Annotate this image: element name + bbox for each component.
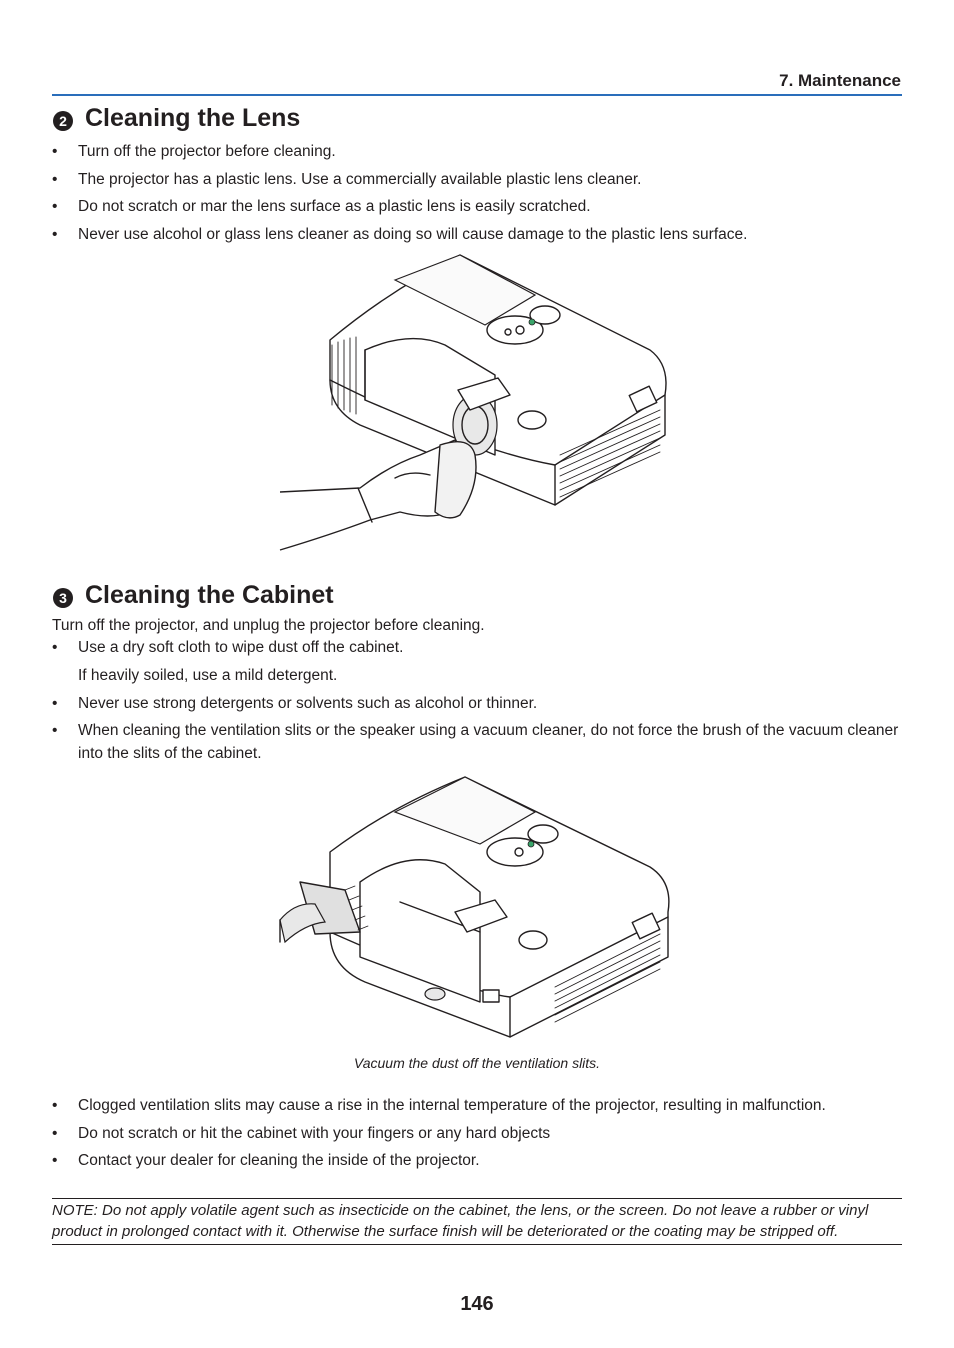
illustration-caption: Vacuum the dust off the ventilation slits. bbox=[353, 1055, 601, 1071]
step-number-badge: 3 bbox=[53, 588, 73, 608]
cabinet-bullet-list-2 bbox=[52, 1094, 904, 1177]
note-text: NOTE: Do not apply volatile agent such as insecticide on the cabinet, the lens, or the screen. Do not leave a rubber or vinyl product in prolonged contact with it. Otherwise the surface finish will be deteriorated or the coating may be stripped off. bbox=[52, 1202, 869, 1240]
vacuum-cleaning-illustration bbox=[275, 772, 695, 1042]
cabinet-heading-title: Cleaning the Cabinet bbox=[85, 581, 334, 609]
header-rule bbox=[52, 94, 902, 96]
list-item: • When cleaning the ventilation slits or the speaker using a vacuum cleaner, do not force the brush of the vacuum cleaner into the slits of the cabinet. bbox=[52, 719, 904, 765]
note-rule-bottom bbox=[52, 1244, 902, 1245]
note-rule-top bbox=[52, 1198, 902, 1199]
list-item: • Clogged ventilation slits may cause a rise in the internal temperature of the projector, resulting in malfunction. bbox=[52, 1094, 904, 1117]
list-item: • The projector has a plastic lens. Use a commercially available plastic lens cleaner. bbox=[52, 168, 904, 191]
list-item bbox=[52, 636, 904, 687]
cabinet-bullet-list bbox=[52, 636, 904, 770]
page-number: 146 bbox=[460, 1293, 494, 1315]
list-item: • Do not scratch or hit the cabinet with your fingers or any hard objects bbox=[52, 1122, 904, 1145]
list-item: • Contact your dealer for cleaning the inside of the projector. bbox=[52, 1149, 904, 1172]
list-item-text: Use a dry soft cloth to wipe dust off the cabinet. bbox=[78, 639, 404, 656]
step-number-badge: 2 bbox=[53, 111, 73, 131]
list-item: • Never use alcohol or glass lens cleaner as doing so will cause damage to the plastic lens surface. bbox=[52, 223, 904, 246]
lens-heading bbox=[53, 104, 300, 133]
lens-heading-title: Cleaning the Lens bbox=[85, 104, 301, 132]
list-item: • Do not scratch or mar the lens surface as a plastic lens is easily scratched. bbox=[52, 195, 904, 218]
section-label: 7. Maintenance bbox=[779, 71, 901, 90]
list-item: • Never use strong detergents or solvents such as alcohol or thinner. bbox=[52, 692, 904, 715]
list-item-subtext: If heavily soiled, use a mild detergent. bbox=[78, 667, 338, 684]
lens-cleaning-illustration bbox=[270, 250, 690, 560]
list-item: • Turn off the projector before cleaning. bbox=[52, 140, 904, 163]
lens-bullet-list bbox=[52, 140, 904, 250]
cabinet-heading bbox=[53, 581, 334, 610]
cabinet-intro: Turn off the projector, and unplug the projector before cleaning. bbox=[52, 617, 485, 634]
